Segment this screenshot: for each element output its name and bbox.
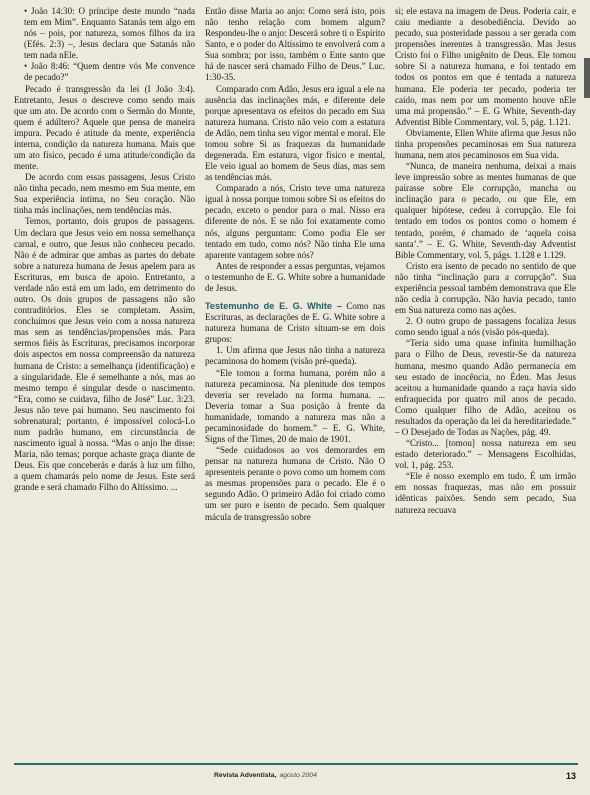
paragraph-text: Como nas Escrituras, as declarações de E. G. White sobre a natureza humana de Cristo situam-se em dois grupos: xyxy=(205,301,385,345)
quote-paragraph: “Sede cuidadosos ao vos demorardes em pensar na natureza humana de Cristo. Não O apresenteis perante o povo como um homem com as mesmas propensões para o pecado. Ele é o segundo Adão. O primeiro Adão foi criado como um ser puro e isento de pecado. Sem qualquer mácula de transgressão sobre xyxy=(205,445,385,522)
paragraph: Comparado com Adão, Jesus era igual a ele na ausência das inclinações más, e diferente dele porque apresentava os efeitos do pecado em Sua natureza humana. Cristo não veio com a estatura de Adão, nem tinha seu vigor mental e moral. Ele tomou sobre Si as fraquezas da humanidade degenerada. Em estatura, vigor físico e mental, Ele veio igual ao homem de Seus dias, mas sem as tendências más. xyxy=(205,83,385,183)
page-edge-tab xyxy=(584,58,590,98)
paragraph: Antes de responder a essas perguntas, vejamos o testemunho de E. G. White sobre a humanidade de Jesus. xyxy=(205,260,385,293)
paragraph: Temos, portanto, dois grupos de passagens. Um declara que Jesus veio em nossa semelhança carnal, e outro, que Jesus não conheceu pecado. Não é de admirar que ambas as partes do debate sobre a natureza humana de Jesus apelem para as Escrituras, em busca de apoio. Entretanto, a verdade não está em um lado, em detrimento do outro. Os dois grupos de passagens não são contraditórios. Eles se completam. Assim, concluímos que Jesus veio com a nossa natureza mas sem as tendências/propensões más. Para sermos fiéis às Escrituras, precisamos incorporar dois aspectos em nossa compreensão da natureza humana de Cristo: a semelhança (identificação) e a singularidade. Ele é semelhante a nós, mas ao mesmo tempo é singular desde o nascimento. “Era, como se cuidava, filho de José” Luc. 3:23. Jesus não teve pai humano. Seu nascimento foi sobrenatural; portanto, é impossível colocá-Lo num padrão humano, em circunstância de nascimento igual à nossa. “Mas o anjo lhe disse: Maria, não temas; porque achaste graça diante de Deus. Eis que conceberás e darás à luz um filho, a quem chamarás pelo nome de Jesus. Este será grande e será chamado Filho do Altíssimo. ... xyxy=(14,216,195,493)
paragraph: De acordo com essas passagens, Jesus Cristo não tinha pecado, nem mesmo em Sua mente, em Sua experiência íntima, no Seu coração. Não tinha más inclinações, nem tendências más. xyxy=(14,172,195,216)
section-spacer xyxy=(205,294,385,301)
text-column-1 xyxy=(14,6,195,493)
paragraph: Cristo era isento de pecado no sentido de que não tinha “inclinação para a corrupção”. Sua experiência pessoal também demonstrava que Ele não cedia à corrupção. Não havia pecado, tanto em Sua natureza como nas ações. xyxy=(395,260,576,316)
paragraph: • João 14:30: O príncipe deste mundo “nada tem em Mim”. Enquanto Satanás tem algo em nós – pois, por natureza, somos filhos da ira (Efés. 2:3) –, Jesus declara que Satanás não tem nada nEle. xyxy=(24,6,195,61)
paragraph: Comparado a nós, Cristo teve uma natureza igual à nossa porque tomou sobre Si os efeitos do pecado, exceto o pendor para o mal. Nisso era diferente de nós. E se não foi exatamente como nós, alguns perguntam: Como podia Ele ser tentado em tudo, como nós? Não tinha Ele uma aparente vantagem sobre nós? xyxy=(205,183,385,260)
paragraph: Obviamente, Ellen White afirma que Jesus não tinha propensões pecaminosas em Sua natureza humana, nem atos pecaminosos em Sua vida. xyxy=(395,127,576,161)
paragraph: 1. Um afirma que Jesus não tinha a natureza pecaminosa do homem (visão pré-queda). xyxy=(205,345,385,367)
paragraph: 2. O outro grupo de passagens focaliza Jesus como sendo igual a nós (visão pós-queda). xyxy=(395,316,576,338)
paragraph: • João 8:46: “Quem dentre vós Me convence de pecado?” xyxy=(24,61,195,83)
quote-paragraph: “Ele tomou a forma humana, porém não a natureza pecaminosa. Na plenitude dos tempos deveria ser revelado na forma humana. ... Deveria tomar a Sua posição à frente da humanidade, tomando a natureza mas não a pecaminosidade do homem.” – E. G. White, Signs of the Times, 20 de maio de 1901. xyxy=(205,367,385,444)
quote-paragraph: “Cristo... [tomou] nossa natureza em seu estado deteriorado.” – Mensagens Escolhidas, vol. 1, pág. 253. xyxy=(395,438,576,471)
paragraph: si; ele estava na imagem de Deus. Poderia cair, e caiu mediante a desobediência. Devido ao pecado, sua posteridade passou a ser gerada com propensões inerentes à transgressão. Mas Jesus Cristo foi o Filho unigênito de Deus. Ele tomou sobre Si a natureza humana, e foi tentado em todos os pontos em que é tentada a natureza humana. Ele poderia ter pecado, poderia ter caído, mas nem por um momento houve nEle uma má propensão.” – E. G White, Seventh-day Adventist Bible Commentary, vol. 5, pág. 1.121. xyxy=(395,6,576,127)
text-column-2 xyxy=(205,6,385,523)
page-number: 13 xyxy=(565,771,576,781)
footer-credit xyxy=(214,772,317,779)
magazine-name: Revista Adventista, xyxy=(214,772,277,779)
quote-paragraph: “Nunca, de maneira nenhuma, deixai a mais leve impressão sobre as mentes humanas de que pairasse sobre Ele corrupção, mancha ou inclinação para o pecado, ou que Ele, em qualquer hipótese, cedeu à corrupção. Ele foi tentado em todos os pontos como o homem é tentado, porém, é chamado de ‘aquela coisa santa’.” – E. G. White, Seventh-day Adventist Bible Commentary, vol. 5, págs. 1.128 e 1.129. xyxy=(395,161,576,260)
paragraph: Pecado é transgressão da lei (I João 3:4). Entretanto, Jesus o descreve como sendo mais que um ato. De acordo com o Sermão do Monte, quem é adúltero? Aquele que pensa de maneira impura. Pecado é atitude da mente, experiência interna, condição da natureza humana. Mais que um ato físico, pecado é uma atitude/condição da mente. xyxy=(14,83,195,172)
quote-paragraph: “Ele é nosso exemplo em tudo. É um irmão em nossas fraquezas, mas não em possuir idênticas paixões. Sendo sem pecado, Sua natureza recuava xyxy=(395,471,576,515)
issue-date: agosto 2004 xyxy=(279,772,317,779)
footer-rule xyxy=(14,763,578,765)
text-column-3 xyxy=(395,6,576,516)
quote-paragraph: “Teria sido uma quase infinita humilhação para o Filho de Deus, revestir-Se da natureza humana, mesmo quando Adão permanecia em seu estado de inocência, no Éden. Mas Jesus aceitou a humanidade quando a raça havia sido enfraquecida por quatro mil anos de pecado. Como qualquer filho de Adão, aceitou os resultados da operação da lei da hereditariedade.” – O Desejado de Todas as Nações, pág. 49. xyxy=(395,338,576,437)
section-heading: Testemunho de E. G. White – xyxy=(205,301,342,312)
paragraph: Então disse Maria ao anjo: Como será isto, pois não tenho relação com homem algum? Respondeu-lhe o anjo: Descerá sobre ti o Espírito Santo, e o poder do Altíssimo te envolverá com a Sua sombra; por isso, também o Ente santo que há de nascer será chamado Filho de Deus.” Luc. 1:30-35. xyxy=(205,6,385,83)
